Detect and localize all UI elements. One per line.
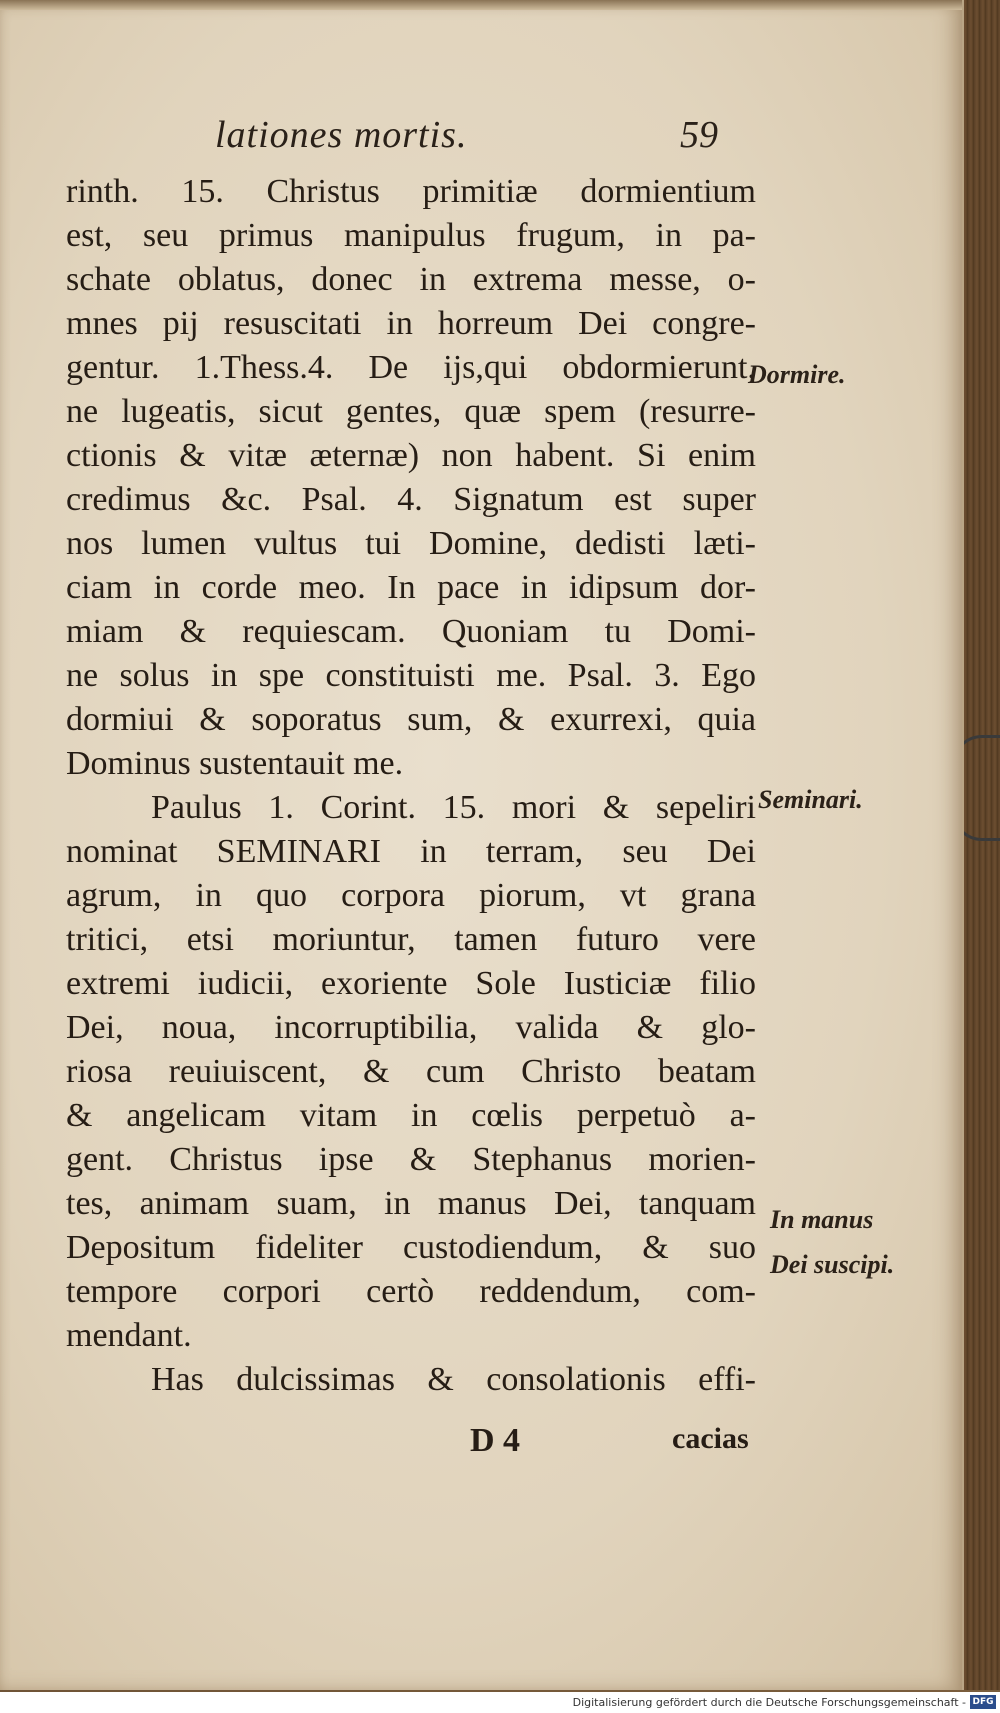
text-line: Has dulcissimas & consolationis effi- <box>151 1361 756 1398</box>
text-line: riosa reuiuiscent, & cum Christo beatam <box>66 1053 756 1090</box>
text-line: miam & requiescam. Quoniam tu Domi- <box>66 613 756 650</box>
text-line: gentur. 1.Thess.4. De ijs,qui obdormierunt, <box>66 349 756 386</box>
text-line: Dominus sustentauit me. <box>66 745 404 782</box>
text-line: Paulus 1. Corint. 15. mori & sepeliri <box>151 789 756 826</box>
text-line: nominat SEMINARI in terram, seu Dei <box>66 833 756 870</box>
text-line: nos lumen vultus tui Domine, dedisti læti- <box>66 525 756 562</box>
text-line: ne solus in spe constituisti me. Psal. 3. Ego <box>66 657 756 694</box>
catchword: cacias <box>672 1422 749 1455</box>
page-top-edge <box>0 0 962 10</box>
body-text <box>66 170 756 1402</box>
text-line: ciam in corde meo. In pace in idipsum dor- <box>66 569 756 606</box>
text-line: schate oblatus, donec in extrema messe, o- <box>66 261 756 298</box>
text-line: ctionis & vitæ æternæ) non habent. Si enim <box>66 437 756 474</box>
text-line: mnes pij resuscitati in horreum Dei congre- <box>66 305 756 342</box>
text-line: credimus &c. Psal. 4. Signatum est super <box>66 481 756 518</box>
margin-note-seminari: Seminari. <box>758 785 863 814</box>
page-number: 59 <box>680 114 718 156</box>
footer-credit: Digitalisierung gefördert durch die Deutsche Forschungsgemeinschaft - <box>572 1696 966 1709</box>
text-line: tempore corpori certò reddendum, com- <box>66 1273 756 1310</box>
text-line: ne lugeatis, sicut gentes, quæ spem (resurre- <box>66 393 756 430</box>
text-line: Dei, noua, incorruptibilia, valida & glo- <box>66 1009 756 1046</box>
margin-note-dormire: Dormire. <box>748 360 846 389</box>
book-edge <box>962 0 1000 1690</box>
text-line: gent. Christus ipse & Stephanus morien- <box>66 1141 756 1178</box>
text-line: & angelicam vitam in cœlis perpetuò a- <box>66 1097 756 1134</box>
text-line: est, seu primus manipulus frugum, in pa- <box>66 217 756 254</box>
text-line: Depositum fideliter custodiendum, & suo <box>66 1229 756 1266</box>
margin-note-dei-suscipi: Dei suscipi. <box>770 1250 895 1279</box>
text-line: dormiui & soporatus sum, & exurrexi, quia <box>66 701 756 738</box>
running-head: lationes mortis. <box>215 114 468 156</box>
text-line: tes, animam suam, in manus Dei, tanquam <box>66 1185 756 1222</box>
footer-bar <box>0 1692 1000 1713</box>
signature-mark: D 4 <box>470 1422 521 1459</box>
text-line: mendant. <box>66 1317 192 1354</box>
dfg-logo: DFG <box>970 1695 996 1709</box>
text-line: extremi iudicii, exoriente Sole Iusticiæ filio <box>66 965 756 1002</box>
text-line: rinth. 15. Christus primitiæ dormientium <box>66 173 756 210</box>
text-line: agrum, in quo corpora piorum, vt grana <box>66 877 756 914</box>
text-line: tritici, etsi moriuntur, tamen futuro vere <box>66 921 756 958</box>
margin-note-in-manus: In manus <box>770 1205 874 1234</box>
